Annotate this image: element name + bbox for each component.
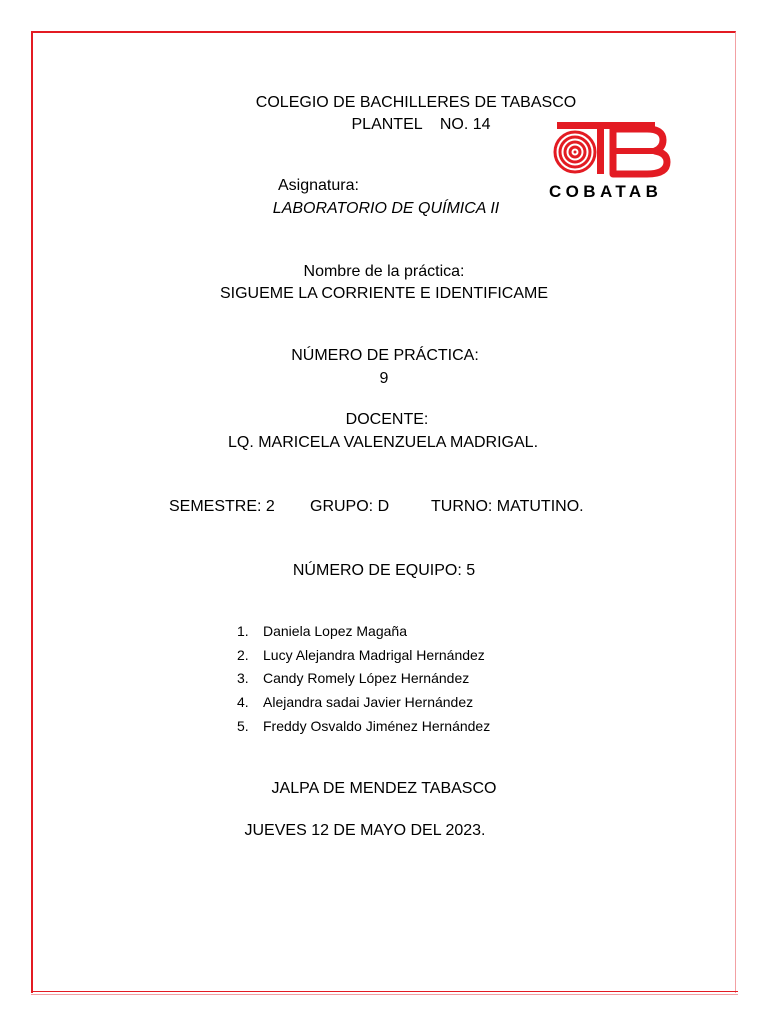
- practice-name-value: SIGUEME LA CORRIENTE E IDENTIFICAME: [219, 285, 549, 302]
- teacher-label: DOCENTE:: [345, 411, 429, 428]
- teacher-name: LQ. MARICELA VALENZUELA MADRIGAL.: [227, 434, 539, 451]
- list-item-number: 3.: [237, 670, 249, 687]
- list-item-name: Daniela Lopez Magaña: [263, 623, 407, 639]
- list-item-name: Candy Romely López Hernández: [263, 670, 470, 687]
- bottom-rule-secondary: [31, 994, 738, 995]
- list-item-number: 1.: [237, 623, 249, 639]
- list-item: [237, 621, 490, 645]
- list-item: [237, 692, 490, 716]
- practice-number-label: NÚMERO DE PRÁCTICA:: [291, 347, 479, 364]
- team-member-list: [237, 621, 490, 739]
- semester-info: SEMESTRE: 2: [169, 498, 275, 515]
- subject-label: Asignatura:: [278, 177, 359, 194]
- logo-text: COBATAB: [549, 182, 663, 201]
- list-item-number: 2.: [237, 646, 249, 663]
- subject-value: LABORATORIO DE QUÍMICA II: [272, 200, 500, 217]
- location: JALPA DE MENDEZ TABASCO: [271, 780, 497, 797]
- list-item: [237, 716, 490, 740]
- list-item: [237, 645, 490, 669]
- bottom-rule: [31, 991, 738, 992]
- group-info: GRUPO: D: [310, 498, 390, 515]
- practice-number-value: 9: [379, 370, 389, 387]
- list-item: [237, 668, 490, 692]
- list-item-number: 5.: [237, 717, 249, 734]
- list-item-number: 4.: [237, 694, 249, 711]
- institution-name: COLEGIO DE BACHILLERES DE TABASCO: [255, 94, 577, 111]
- list-item-name: Alejandra sadai Javier Hernández: [263, 694, 474, 711]
- practice-name-label: Nombre de la práctica:: [303, 263, 465, 280]
- campus-number: PLANTEL NO. 14: [351, 116, 491, 133]
- team-number: NÚMERO DE EQUIPO: 5: [292, 562, 476, 579]
- list-item-name: Lucy Alejandra Madrigal Hernández: [263, 646, 485, 663]
- list-item-name: Freddy Osvaldo Jiménez Hernández: [263, 717, 491, 734]
- date: JUEVES 12 DE MAYO DEL 2023.: [244, 822, 486, 839]
- shift-info: TURNO: MATUTINO.: [431, 498, 584, 515]
